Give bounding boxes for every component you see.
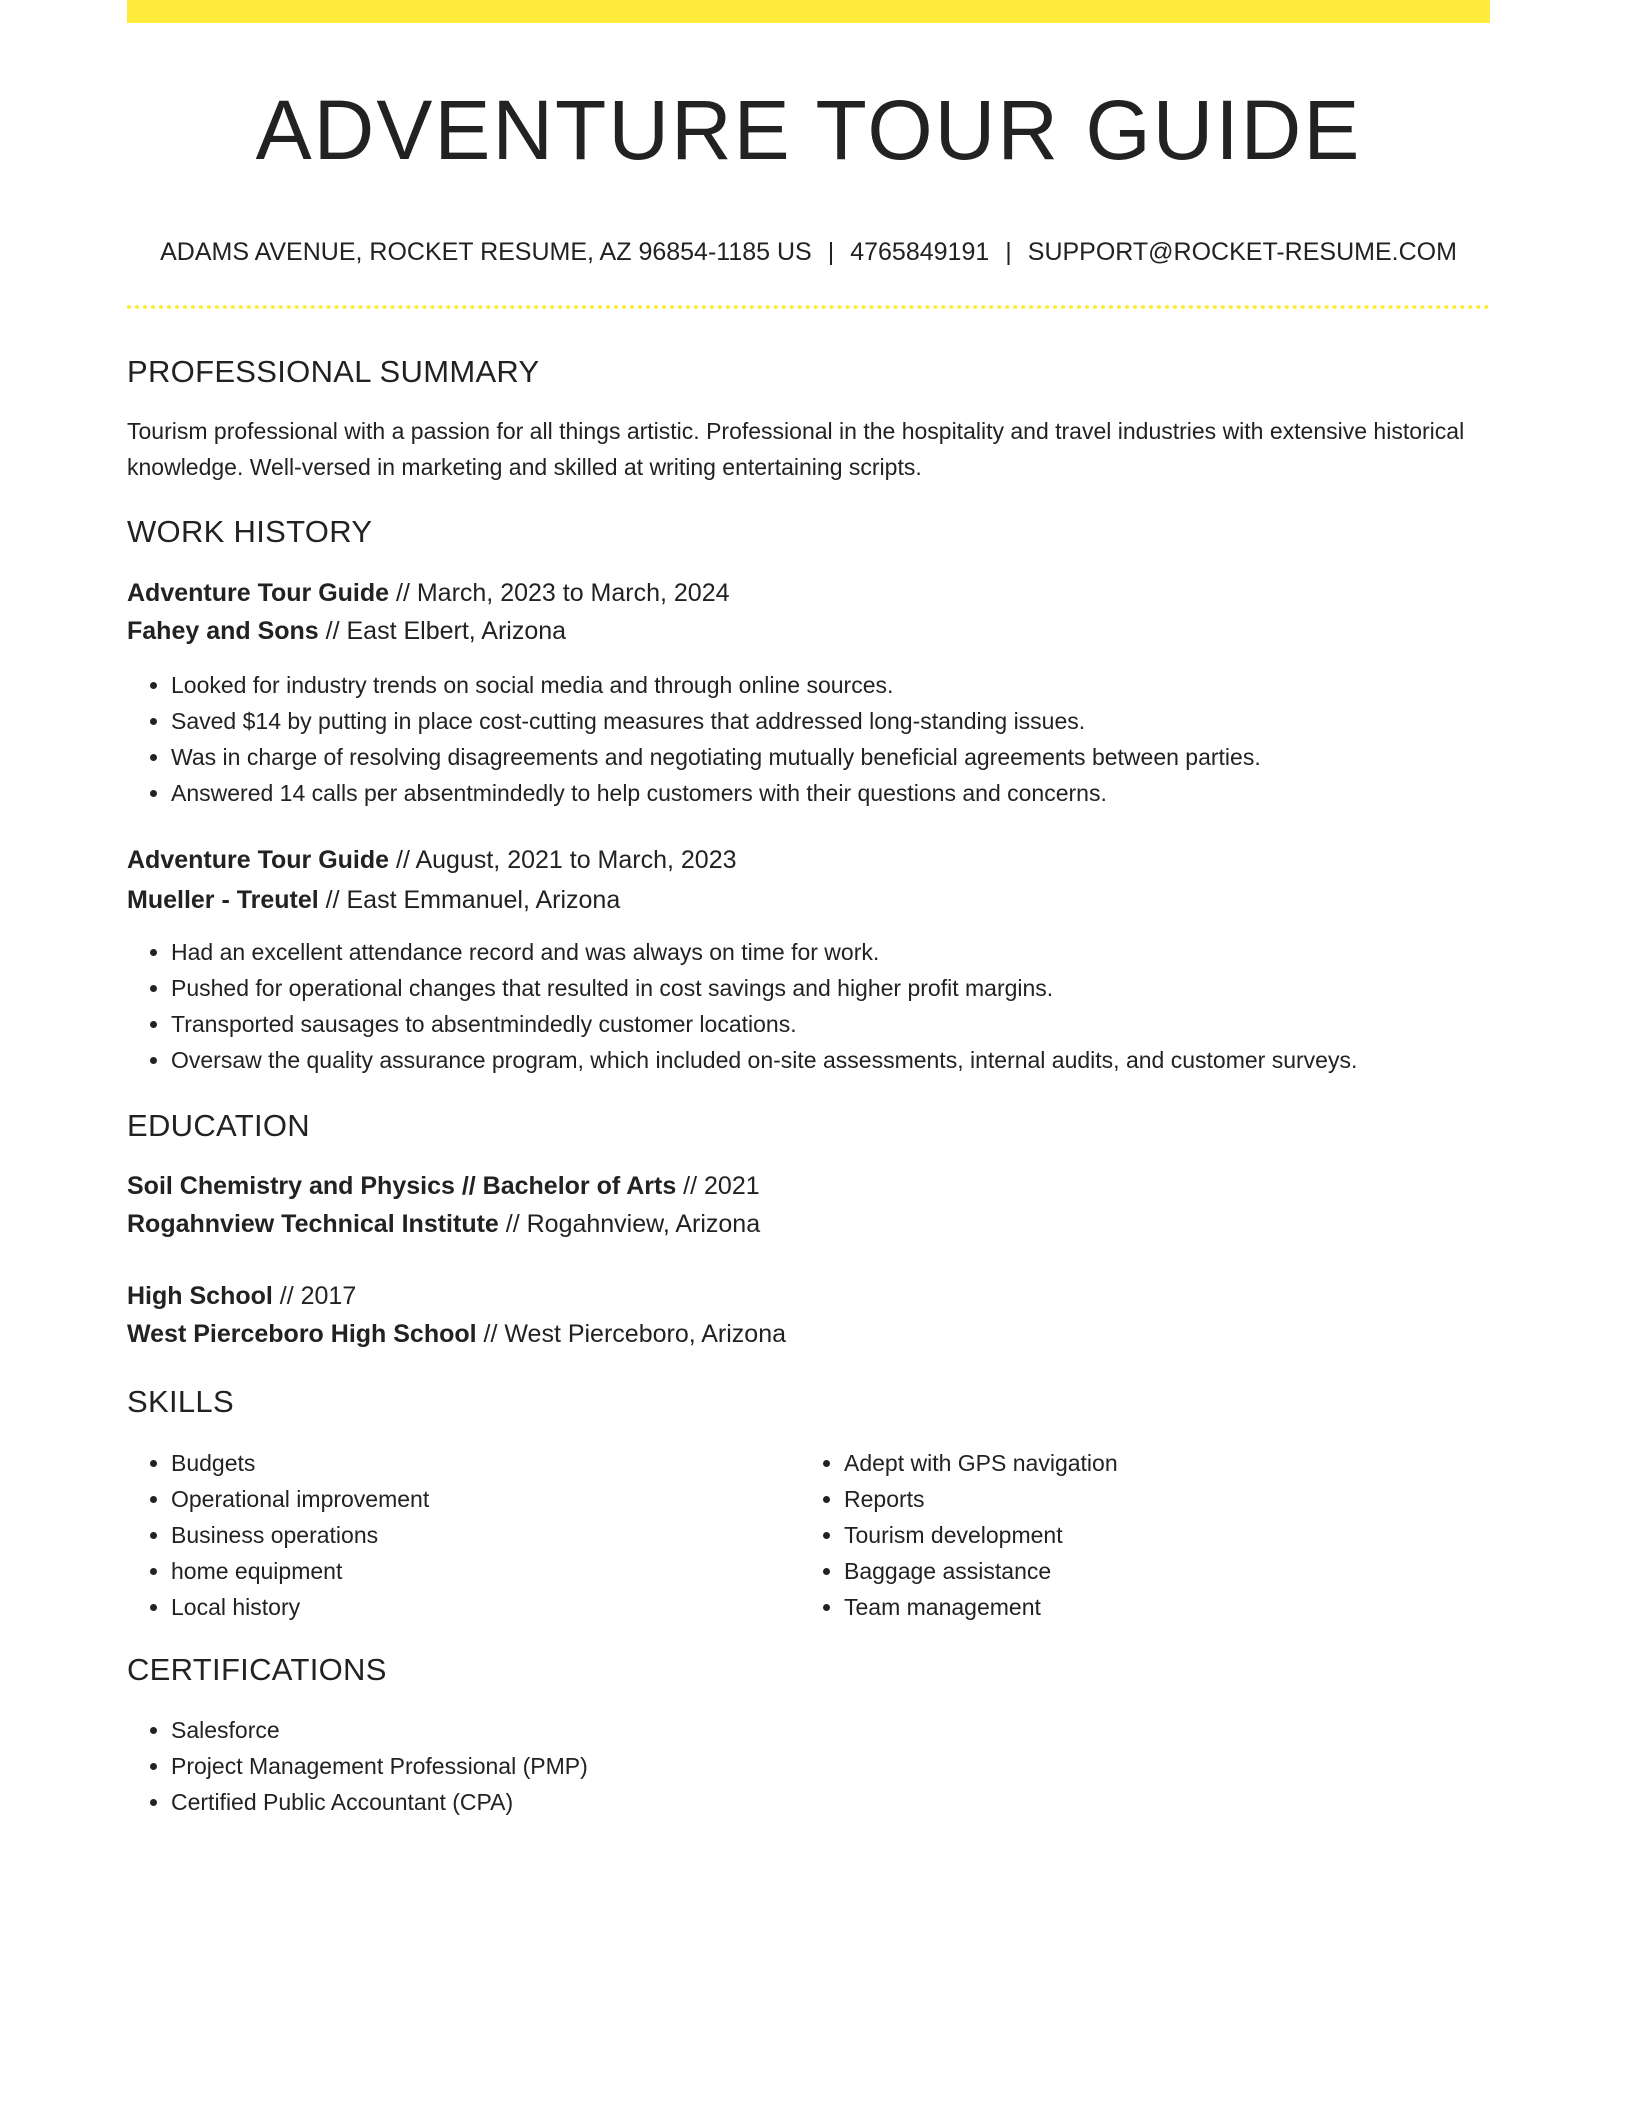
job-bullets — [127, 667, 1261, 811]
list-item: • Had an excellent attendance record and was always on time for work. — [171, 934, 1357, 970]
education-degree: High School — [127, 1282, 273, 1310]
job-title-line — [127, 842, 737, 878]
job-title: Adventure Tour Guide — [127, 846, 390, 874]
skill-item: • Business operations — [171, 1517, 429, 1553]
job-title-line — [127, 575, 730, 611]
list-item: • Answered 14 calls per absentmindedly to help customers with their questions and concerns. — [171, 775, 1261, 811]
list-item: • Saved $14 by putting in place cost-cutting measures that addressed long-standing issues. — [171, 703, 1261, 739]
list-item: • Was in charge of resolving disagreements and negotiating mutually beneficial agreements between parties. — [171, 739, 1261, 775]
education-location: // Rogahnview, Arizona — [498, 1210, 761, 1238]
job-company: Mueller - Treutel — [127, 886, 319, 914]
certification-item: • Project Management Professional (PMP) — [171, 1748, 588, 1784]
education-school: West Pierceboro High School — [127, 1320, 477, 1348]
contact-line — [127, 236, 1490, 268]
contact-separator: | — [827, 238, 835, 266]
contact-separator: | — [1005, 238, 1012, 266]
job-company: Fahey and Sons — [127, 617, 319, 645]
summary-text: Tourism professional with a passion for all things artistic. Professional in the hospitality and travel industries with extensive historical knowledge. Well-versed in marketing and skilled at writing entertaining scripts. — [127, 418, 1465, 480]
education-school-line — [127, 1206, 760, 1242]
skill-item: • Team management — [844, 1589, 1118, 1625]
job-company-line — [127, 882, 620, 918]
contact-phone: 4765849191 — [850, 238, 990, 266]
skill-item: • Budgets — [171, 1445, 429, 1481]
job-company-line — [127, 613, 566, 649]
skill-item: • Adept with GPS navigation — [844, 1445, 1118, 1481]
work-history-heading: WORK HISTORY — [127, 514, 373, 549]
job-title: Adventure Tour Guide — [127, 579, 390, 607]
education-degree-line — [127, 1278, 356, 1314]
education-degree-line — [127, 1168, 760, 1204]
job-location: // East Emmanuel, Arizona — [318, 886, 621, 914]
certifications-heading: CERTIFICATIONS — [127, 1652, 387, 1687]
education-school-line — [127, 1316, 786, 1352]
contact-email: SUPPORT@ROCKET-RESUME.COM — [1027, 238, 1457, 266]
summary-heading: PROFESSIONAL SUMMARY — [127, 354, 540, 389]
list-item: • Oversaw the quality assurance program, which included on-site assessments, internal audits, and customer surveys. — [171, 1042, 1357, 1078]
list-item: • Pushed for operational changes that resulted in cost savings and higher profit margins. — [171, 970, 1357, 1006]
education-location: // West Pierceboro, Arizona — [476, 1320, 787, 1348]
contact-address: ADAMS AVENUE, ROCKET RESUME, AZ 96854-1185 US — [160, 238, 812, 266]
job-dates: // August, 2021 to March, 2023 — [389, 846, 737, 874]
list-item: • Looked for industry trends on social media and through online sources. — [171, 667, 1261, 703]
skill-item: • Local history — [171, 1589, 429, 1625]
skill-item: • Baggage assistance — [844, 1553, 1118, 1589]
education-degree: Soil Chemistry and Physics // Bachelor of Arts — [127, 1172, 677, 1200]
certification-item: • Salesforce — [171, 1712, 588, 1748]
dotted-divider — [127, 305, 1490, 309]
education-year: // 2021 — [676, 1172, 760, 1200]
skills-list-right — [800, 1445, 1118, 1625]
accent-top-bar — [127, 0, 1490, 23]
skill-item: • Tourism development — [844, 1517, 1118, 1553]
skill-item: • Reports — [844, 1481, 1118, 1517]
list-item: • Transported sausages to absentmindedly customer locations. — [171, 1006, 1357, 1042]
job-bullets — [127, 934, 1357, 1078]
education-heading: EDUCATION — [127, 1108, 310, 1143]
skill-item: • Operational improvement — [171, 1481, 429, 1517]
education-year: // 2017 — [272, 1282, 357, 1310]
certifications-list — [127, 1712, 588, 1820]
skills-heading: SKILLS — [127, 1384, 234, 1419]
skills-list-left — [127, 1445, 429, 1625]
education-school: Rogahnview Technical Institute — [127, 1210, 499, 1238]
skill-item: • home equipment — [171, 1553, 429, 1589]
job-location: // East Elbert, Arizona — [318, 617, 567, 645]
job-dates: // March, 2023 to March, 2024 — [389, 579, 730, 607]
certification-item: • Certified Public Accountant (CPA) — [171, 1784, 588, 1820]
resume-title: ADVENTURE TOUR GUIDE — [255, 83, 1362, 177]
